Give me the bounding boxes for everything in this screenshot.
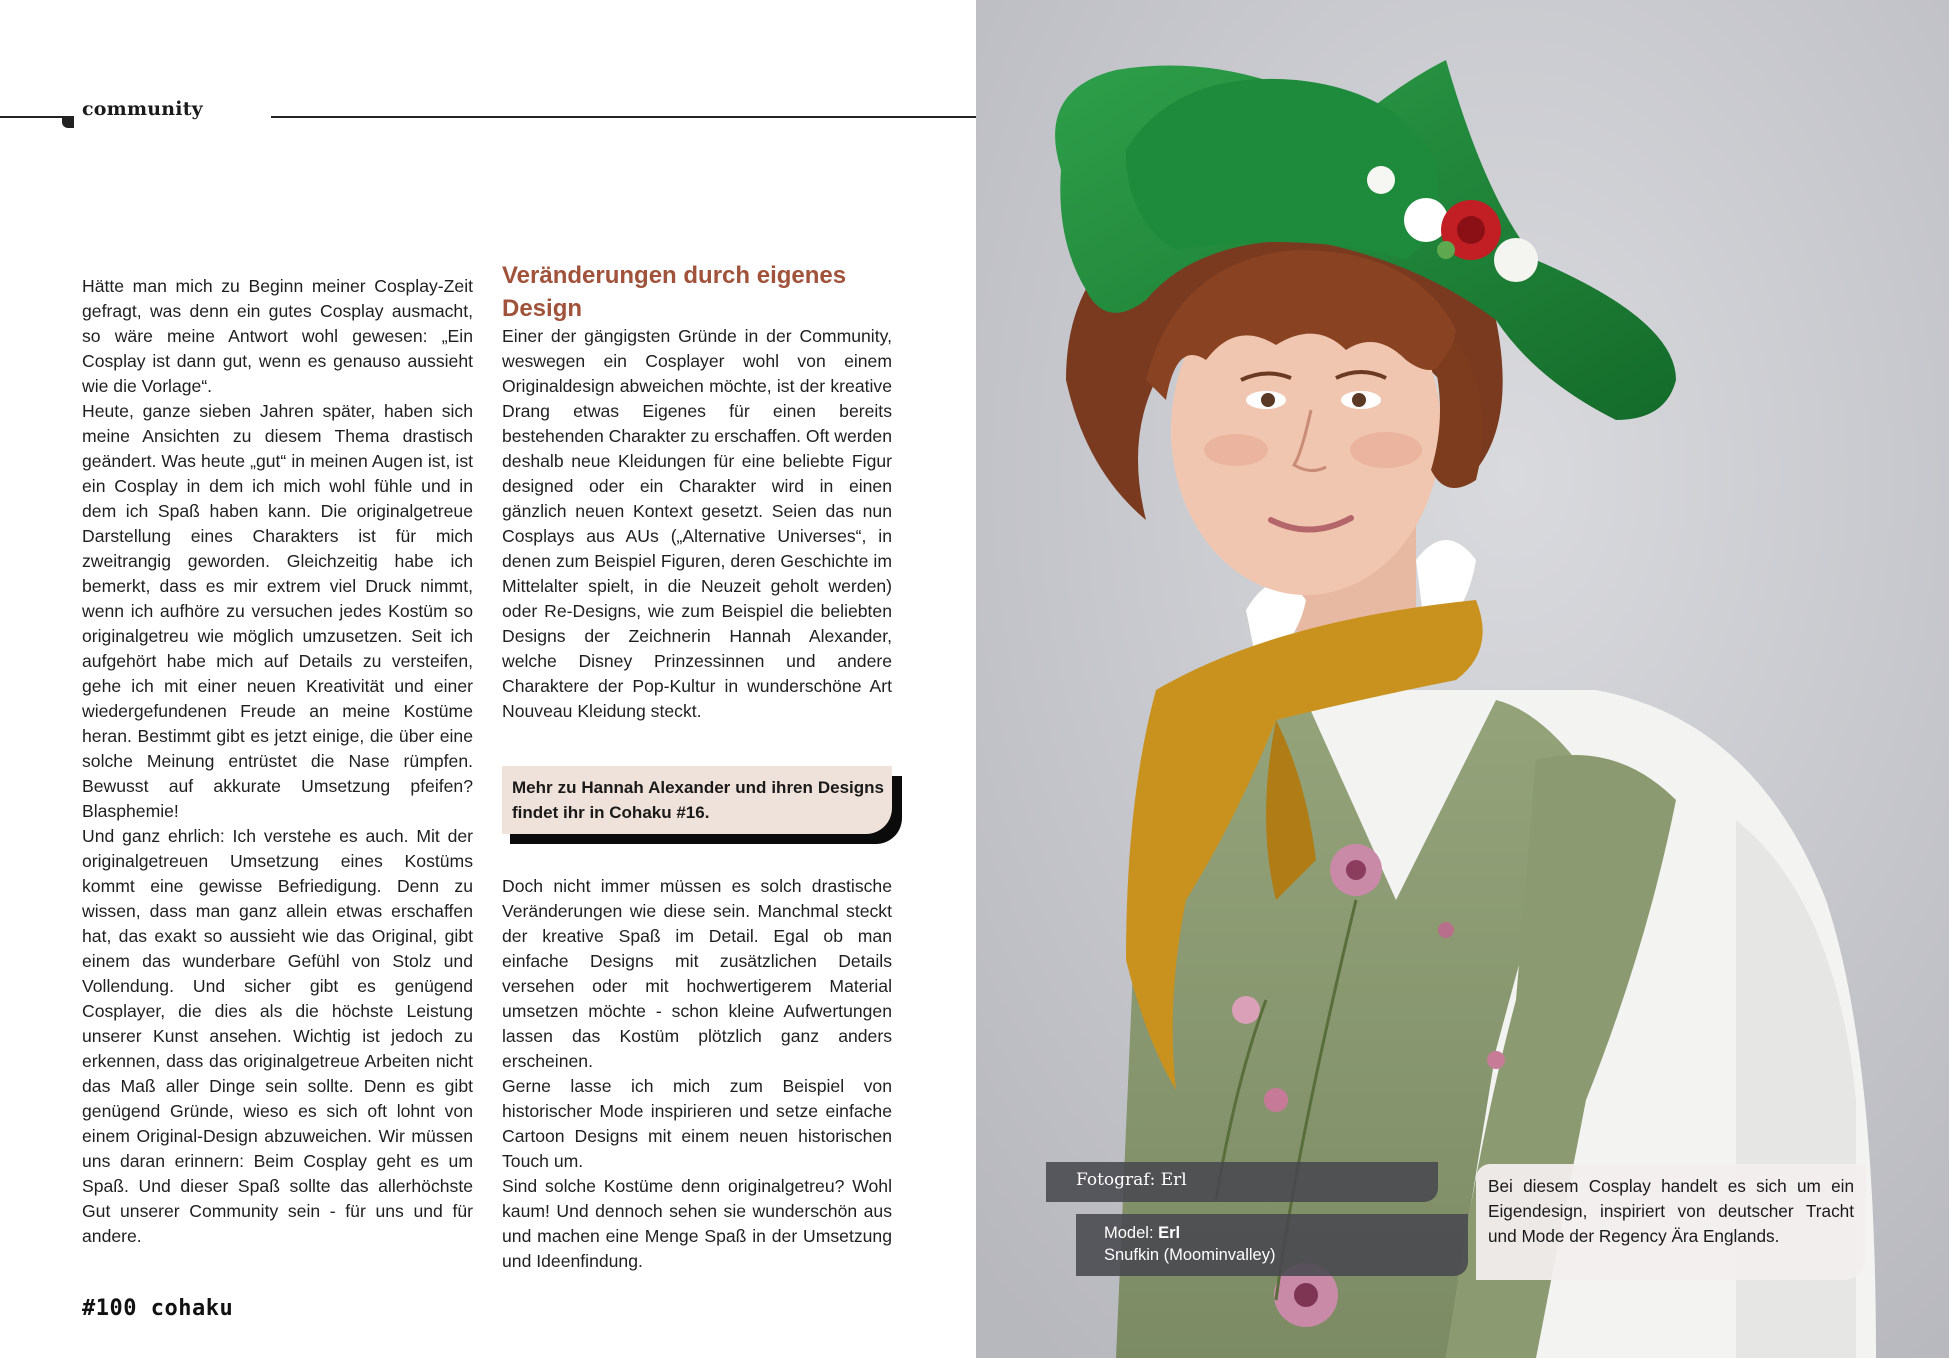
cosplay-photo (976, 0, 1949, 1358)
photo-caption-box (1476, 1164, 1866, 1280)
section-label: community (82, 98, 203, 120)
paragraph: Hätte man mich zu Beginn meiner Cosplay-Zeit gefragt, was denn ein gutes Cosplay ausmacht, so wäre meine Antwort wohl gewesen: „Ein Cosplay ist dann gut, wenn es genauso aussieht wie die Vorlage“. (82, 276, 473, 396)
paragraph: Und ganz ehrlich: Ich verstehe es auch. Mit der originalgetreuen Umsetzung eines Kostüms kommt eine gewisse Befriedigung. Denn zu wissen, dass man ganz allein etwas erschaffen hat, das exakt so aussieht wie das Original, gibt einem das wunderbare Gefühl von Stolz und Vollendung. Und sicher gibt es genügend Cosplayer, die dies als die höchste Leistung unserer Kunst ansehen. Wichtig ist jedoch zu erkennen, dass das originalgetreue Arbeiten nicht das Maß aller Dinge sein sollte. Denn es gibt genügend Gründe, wieso es sich oft lohnt von einem Original-Design abzuweichen. Wir müssen uns daran erinnern: Beim Cosplay geht es um Spaß. Und dieser Spaß sollte das allerhöchste Gut unserer Community sein - für uns und für andere. (82, 826, 473, 1246)
header-rule-left (0, 116, 64, 118)
text-column-1 (82, 274, 473, 1249)
photographer-text: Fotograf: Erl (1076, 1170, 1187, 1190)
paragraph: Gerne lasse ich mich zum Beispiel von historischer Mode inspirieren und setze einfache Cartoon Designs mit einem neuen historischen Touch um. (502, 1076, 892, 1171)
cosplay-illustration (976, 0, 1949, 1358)
text-column-3 (502, 874, 892, 1274)
header-rule-right (271, 116, 976, 118)
paragraph: Einer der gängigsten Gründe in der Community, weswegen ein Cosplayer wohl von einem Originaldesign abweichen möchte, ist der kreative Drang etwas Eigenes für einen bereits bestehenden Charakter zu erschaffen. Oft werden deshalb neue Kleidungen für eine beliebte Figur designed oder ein Charakter wird in einen gänzlich neuen Kontext gesetzt. Seien das nun Cosplays aus AUs („Alternative Universes“, in denen zum Beispiel Figuren, deren Geschichte im Mittelalter spielt, in die Neuzeit geholt werden) oder Re-Designs, wie zum Beispiel die beliebten Designs der Zeichnerin Hannah Alexander, welche Disney Prinzessinnen und andere Charaktere der Pop-Kultur in wunderschöne Art Nouveau Kleidung steckt. (502, 326, 892, 721)
photographer-credit (1046, 1162, 1438, 1202)
callout-text: Mehr zu Hannah Alexander und ihren Designs findet ihr in Cohaku #16. (512, 778, 884, 822)
header-tab-mark (62, 116, 74, 128)
section-heading: Veränderungen durch eigenes Design (502, 262, 847, 322)
paragraph: Doch nicht immer müssen es solch drastische Veränderungen wie diese sein. Manchmal steckt der kreative Spaß im Detail. Egal ob man einfache Designs mit zusätzlichen Details versehen oder mit hochwertigerem Material umsetzen möchte - schon kleine Aufwertungen lassen das Kostüm plötzlich ganz anders erscheinen. (502, 876, 892, 1071)
model-label: Model: (1104, 1224, 1154, 1242)
model-name: Erl (1158, 1224, 1181, 1242)
model-credit (1076, 1214, 1468, 1276)
photo-caption: Bei diesem Cosplay handelt es sich um ein Eigendesign, inspiriert von deutscher Tracht und Mode der Regency Ära Englands. (1488, 1176, 1854, 1246)
issue-footer: #100 cohaku (82, 1296, 234, 1321)
callout-box (502, 766, 892, 834)
paragraph: Sind solche Kostüme denn originalgetreu? Wohl kaum! Und dennoch sehen sie wunderschön aus und machen eine Menge Spaß in der Umsetzung und Ideenfindung. (502, 1176, 892, 1271)
model-line (1104, 1222, 1180, 1244)
paragraph: Heute, ganze sieben Jahren später, haben sich meine Ansichten zu diesem Thema drastisch geändert. Was heute „gut“ in meinen Augen ist, ist ein Cosplay in dem ich mich wohl fühle und in dem ich Spaß haben kann. Die originalgetreue Darstellung eines Charakters ist für mich zweitrangig geworden. Gleichzeitig habe ich bemerkt, dass es mir extrem viel Druck nimmt, wenn ich aufhöre zu versuchen jedes Kostüm so originalgetreu wie möglich umzusetzen. Seit ich aufgehört habe mich auf Details zu versteifen, gehe ich mit einer neuen Kreativität und einer wiedergefundenen Freude an meine Kostüme heran. Bestimmt gibt es jetzt einige, die über eine solche Meinung entrüstet die Nase rümpfen. Bewusst auf akkurate Umsetzung pfeifen? Blasphemie! (82, 401, 473, 821)
text-column-2 (502, 324, 892, 724)
character-name: Snufkin (Moominvalley) (1104, 1246, 1276, 1264)
